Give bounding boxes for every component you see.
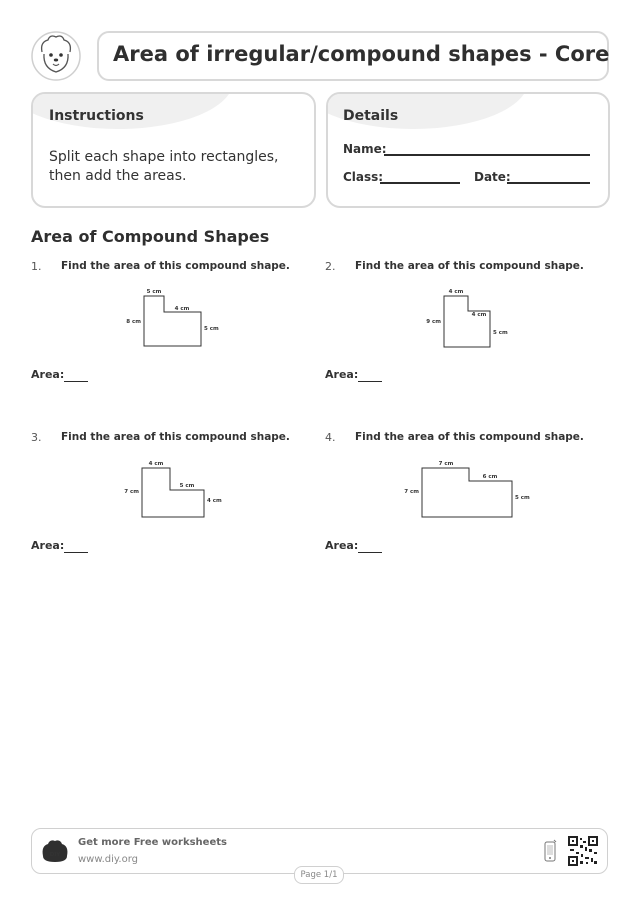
question-3-number: 3. bbox=[31, 431, 42, 444]
question-2-number: 2. bbox=[325, 260, 336, 273]
question-3-label-right: 4 cm bbox=[207, 498, 222, 504]
mascot-face-icon bbox=[30, 30, 82, 82]
question-2-answer-field[interactable] bbox=[358, 381, 382, 382]
question-2-label-top: 4 cm bbox=[448, 289, 464, 295]
question-3-area-label: Area: bbox=[31, 539, 65, 552]
question-1-label-top: 5 cm bbox=[146, 289, 162, 295]
question-4-answer-field[interactable] bbox=[358, 552, 382, 553]
question-3-shape bbox=[110, 452, 240, 522]
question-1-label-left: 8 cm bbox=[126, 319, 141, 325]
svg-text:DIY: DIY bbox=[49, 852, 61, 858]
class-label: Class: bbox=[343, 170, 384, 184]
question-3-label-top: 4 cm bbox=[148, 461, 164, 467]
question-3-text: Find the area of this compound shape. bbox=[61, 431, 290, 443]
diy-logo-icon[interactable] bbox=[40, 838, 70, 864]
details-heading: Details bbox=[343, 108, 399, 124]
question-4-label-left: 7 cm bbox=[404, 489, 419, 495]
qr-code-icon[interactable] bbox=[568, 836, 598, 866]
question-4-text: Find the area of this compound shape. bbox=[355, 431, 584, 443]
question-1-shape bbox=[110, 282, 240, 352]
question-2-label-right: 5 cm bbox=[493, 330, 508, 336]
question-1-number: 1. bbox=[31, 260, 42, 273]
question-2-shape bbox=[410, 282, 540, 352]
question-3-answer-field[interactable] bbox=[64, 552, 88, 553]
instructions-text-line-2: then add the areas. bbox=[49, 168, 187, 184]
question-1-area-label: Area: bbox=[31, 368, 65, 381]
question-1-text: Find the area of this compound shape. bbox=[61, 260, 290, 272]
name-label: Name: bbox=[343, 142, 387, 156]
question-4-area-label: Area: bbox=[325, 539, 359, 552]
name-field[interactable] bbox=[384, 154, 590, 156]
phone-icon bbox=[543, 839, 557, 863]
question-4-shape bbox=[390, 452, 530, 522]
question-3-label-left: 7 cm bbox=[124, 489, 139, 495]
question-1-label-step: 4 cm bbox=[174, 306, 190, 312]
page-title: Area of irregular/compound shapes - Core bbox=[113, 42, 610, 66]
date-label: Date: bbox=[474, 170, 511, 184]
question-4-label-right: 5 cm bbox=[515, 495, 530, 501]
question-4-label-top: 7 cm bbox=[438, 461, 454, 467]
footer-promo-text: Get more Free worksheets bbox=[78, 837, 227, 848]
question-1-answer-field[interactable] bbox=[64, 381, 88, 382]
question-2-label-step: 4 cm bbox=[471, 312, 487, 318]
question-3-label-step: 5 cm bbox=[179, 483, 195, 489]
date-field[interactable] bbox=[507, 182, 590, 184]
question-4-number: 4. bbox=[325, 431, 336, 444]
section-title: Area of Compound Shapes bbox=[31, 227, 270, 246]
question-2-area-label: Area: bbox=[325, 368, 359, 381]
instructions-heading: Instructions bbox=[49, 108, 144, 124]
question-2-label-left: 9 cm bbox=[426, 319, 441, 325]
class-field[interactable] bbox=[380, 182, 460, 184]
page-indicator: Page 1/1 bbox=[294, 866, 344, 884]
instructions-text-line-1: Split each shape into rectangles, bbox=[49, 149, 279, 165]
question-1-label-right: 5 cm bbox=[204, 326, 219, 332]
question-2-text: Find the area of this compound shape. bbox=[355, 260, 584, 272]
question-4-label-step: 6 cm bbox=[482, 474, 498, 480]
footer-url-link[interactable]: www.diy.org bbox=[78, 854, 138, 865]
